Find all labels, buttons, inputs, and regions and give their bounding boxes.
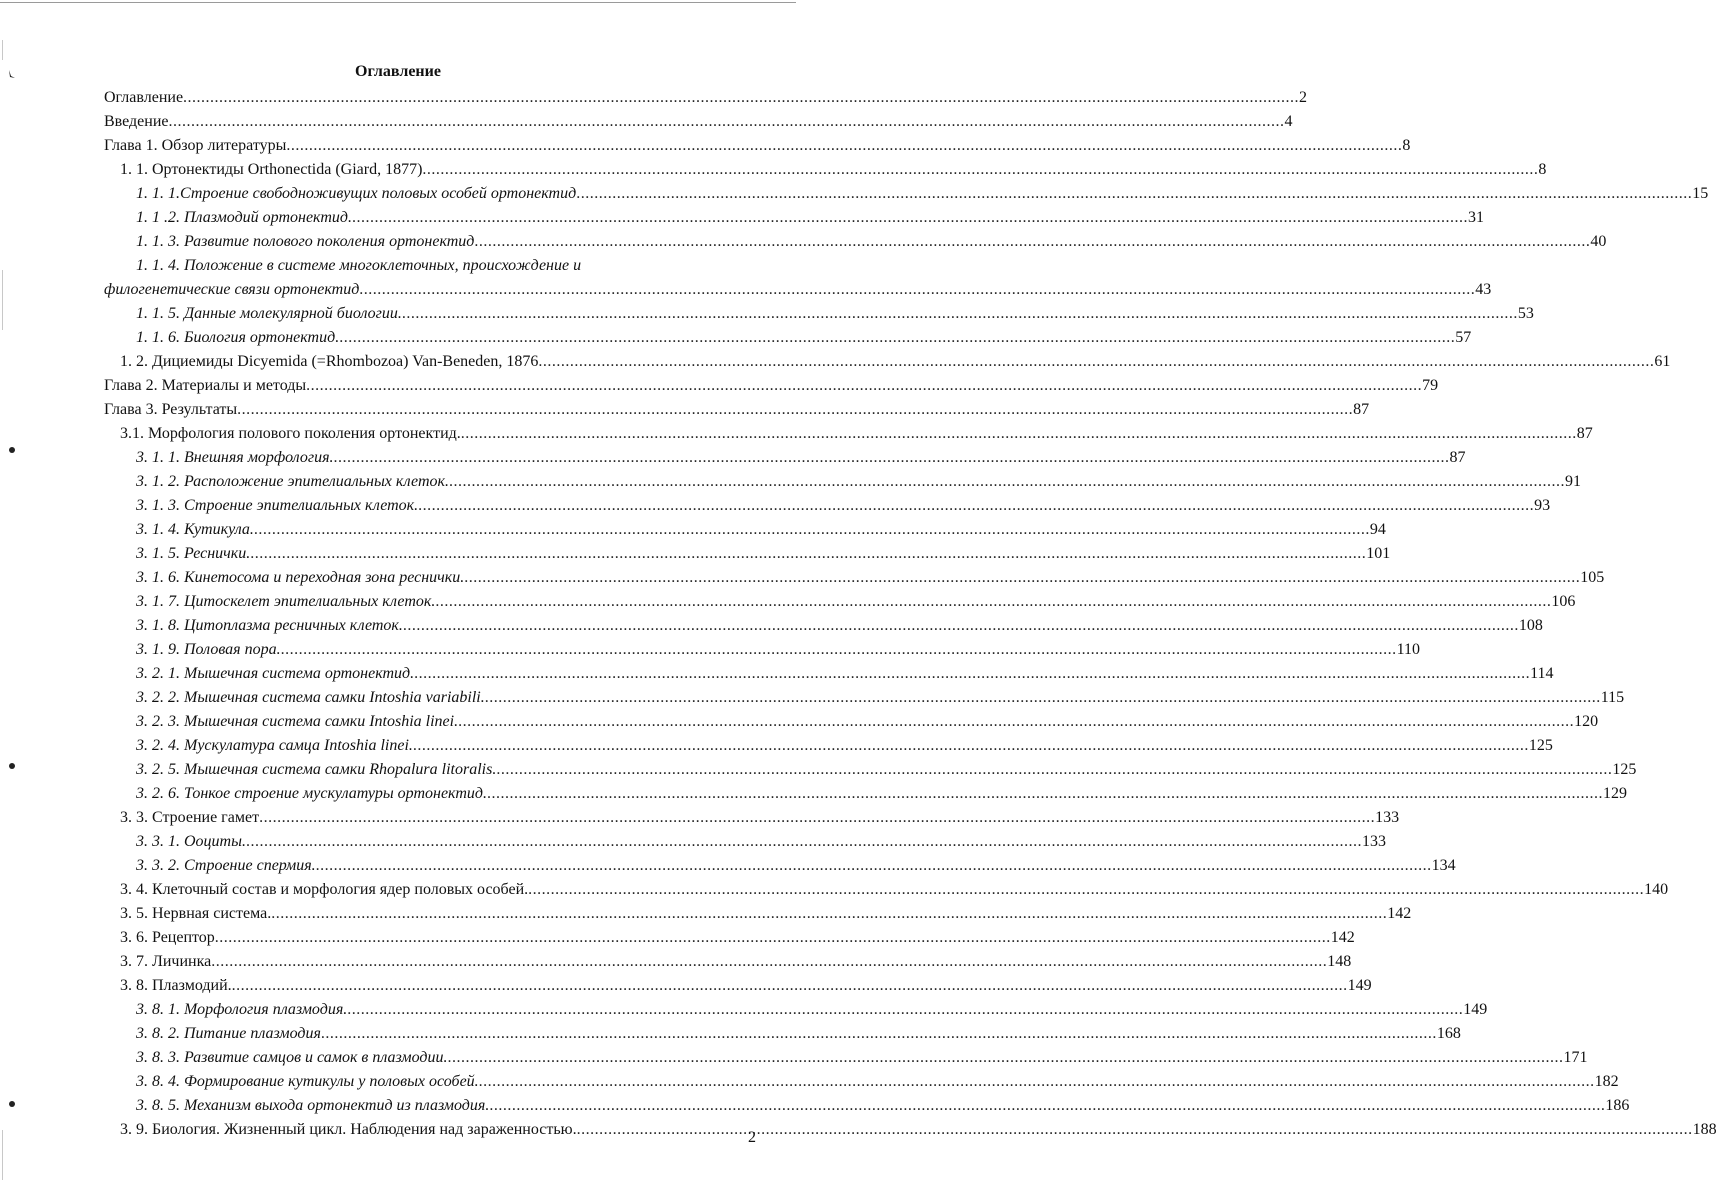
toc-entry[interactable] (136, 1046, 1588, 1070)
leader-dots (577, 1118, 1693, 1142)
toc-entry-page: 8 (1402, 137, 1411, 154)
leader-dots (359, 278, 1475, 302)
toc-entry[interactable] (120, 902, 1412, 926)
toc-entry-label: 1. 2. Дициемиды Dicyemida (=Rhombozoa) Van-Beneden, 1876 (120, 353, 539, 370)
toc-entry-page: 8 (1538, 161, 1547, 178)
leader-dots (250, 542, 1366, 566)
toc-entry-label: Оглавление (104, 89, 184, 106)
toc-entry[interactable] (136, 326, 1472, 350)
toc-entry[interactable] (136, 566, 1605, 590)
scan-speck-icon (8, 446, 16, 454)
toc-entry-label: 3. 7. Личинка (120, 953, 212, 970)
toc-entry-page: 149 (1463, 1001, 1488, 1018)
toc-entry[interactable] (136, 710, 1599, 734)
toc-entry-label-line1: 1. 1. 4. Положение в системе многоклеточных, происхождение и (136, 257, 582, 274)
toc-entry-label: 1. 1. 5. Данные молекулярной биологии. (136, 305, 402, 322)
toc-entry[interactable] (136, 686, 1625, 710)
leader-dots (254, 518, 1370, 542)
toc-entry-label: 3. 2. 4. Мускулатура самца Intoshia linei. (136, 737, 413, 754)
toc-entry-page: 142 (1330, 929, 1355, 946)
leader-dots (352, 206, 1468, 230)
toc-entry-label: 3. 3. Строение гамет (120, 809, 260, 826)
toc-entry-page: 91 (1564, 473, 1581, 490)
toc-entry-page: 133 (1375, 809, 1400, 826)
toc-entry-label: 3. 2. 1. Мышечная система ортонектид. (136, 665, 415, 682)
toc-entry[interactable] (136, 182, 1709, 206)
toc-entry[interactable] (120, 974, 1372, 998)
leader-dots (418, 494, 1534, 518)
toc-entry-label: 3. 1. 4. Кутикула. (136, 521, 254, 538)
leader-dots (211, 950, 1327, 974)
toc-entry-page: 110 (1396, 641, 1421, 658)
top-rule (0, 2, 796, 3)
toc-entry-page: 168 (1436, 1025, 1461, 1042)
leader-dots (403, 614, 1519, 638)
toc-entry-label: 3. 2. 5. Мышечная система самки Rhopalura litoralis. (136, 761, 497, 778)
leader-dots (306, 374, 1422, 398)
toc-entry-page: 43 (1475, 281, 1492, 298)
toc-entry[interactable] (104, 110, 1293, 134)
toc-entry-label: 3. 1. 6. Кинетосома и переходная зона реснички. (136, 569, 465, 586)
toc-entry-page: 87 (1576, 425, 1593, 442)
toc-entry[interactable] (136, 782, 1627, 806)
toc-entry-page: 101 (1366, 545, 1391, 562)
toc-entry-page: 40 (1590, 233, 1607, 250)
leader-dots (321, 1022, 1437, 1046)
toc-entry-label: 3. 1. 2. Расположение эпителиальных клеток. (136, 473, 449, 490)
toc-entry[interactable] (136, 446, 1466, 470)
page-number: 2 (748, 1129, 756, 1146)
leader-dots (576, 182, 1692, 206)
leader-dots (461, 422, 1577, 446)
leader-dots (232, 974, 1348, 998)
toc-entry-page: 186 (1605, 1097, 1630, 1114)
toc-entry-label: 3. 2. 3. Мышечная система самки Intoshia linei. (136, 713, 459, 730)
toc-entry-label: 1. 1. 6. Биология ортонектид. (136, 329, 340, 346)
page-title: Оглавление (355, 63, 441, 80)
toc-entry[interactable] (136, 662, 1554, 686)
toc-entry-page: 94 (1369, 521, 1386, 538)
toc-entry-label: 3. 9. Биология. Жизненный цикл. Наблюдения над зараженностью. (120, 1121, 577, 1138)
toc-entry-label: 1. 1. 3. Развитие полового поколения ортонектид (136, 233, 475, 250)
leader-dots (334, 446, 1450, 470)
toc-entry-label: Глава 3. Результаты (104, 401, 238, 418)
leader-dots (286, 134, 1402, 158)
toc-entry-page: 115 (1600, 689, 1625, 706)
toc-entry[interactable] (136, 470, 1581, 494)
leader-dots (246, 830, 1362, 854)
toc-entry[interactable] (136, 638, 1421, 662)
leader-dots (474, 230, 1590, 254)
toc-entry-label: 3. 3. 1. Ооциты. (136, 833, 246, 850)
scan-speck-icon (8, 1100, 16, 1108)
leader-dots (489, 1094, 1605, 1118)
leader-dots (496, 758, 1612, 782)
toc-entry[interactable] (136, 734, 1553, 758)
leader-dots (422, 158, 1538, 182)
toc-entry[interactable] (136, 1094, 1630, 1118)
toc-entry[interactable] (136, 230, 1607, 254)
toc-entry-label: 3. 1. 8. Цитоплазма ресничных клеток. (136, 617, 403, 634)
toc-entry[interactable] (104, 374, 1439, 398)
toc-entry-label: 3. 1. 1. Внешняя морфология. (136, 449, 334, 466)
toc-entry[interactable] (136, 542, 1391, 566)
toc-entry-label: 3.1. Морфология полового поколения ортонектид. (120, 425, 461, 442)
toc-entry-label: 3. 6. Рецептор (120, 929, 215, 946)
toc-entry-page: 114 (1530, 665, 1554, 682)
toc-entry-page: 4 (1284, 113, 1293, 130)
toc-entry-page: 15 (1692, 185, 1709, 202)
toc-entry[interactable] (136, 998, 1488, 1022)
toc-entry[interactable] (136, 854, 1456, 878)
toc-entry[interactable] (136, 758, 1637, 782)
toc-entry-page: 87 (1353, 401, 1370, 418)
leader-dots (528, 878, 1644, 902)
leader-dots (316, 854, 1432, 878)
leader-dots (538, 350, 1654, 374)
toc-entry-page: 106 (1551, 593, 1576, 610)
toc-entry-page: 2 (1299, 89, 1308, 106)
toc-entry-label: 3. 8. 4. Формирование кутикулы у половых особей. (136, 1073, 479, 1090)
toc-entry-page: 125 (1528, 737, 1553, 754)
toc-entry[interactable] (136, 1022, 1461, 1046)
toc-entry-page: 171 (1563, 1049, 1588, 1066)
toc-entry[interactable] (136, 494, 1551, 518)
toc-entry[interactable] (104, 86, 1308, 110)
toc-entry[interactable] (120, 950, 1352, 974)
toc-entry[interactable] (120, 806, 1400, 830)
toc-entry-page: 129 (1602, 785, 1627, 802)
leader-dots (435, 590, 1551, 614)
toc-entry-label: Глава 1. Обзор литературы (104, 137, 287, 154)
toc-entry-page: 149 (1347, 977, 1372, 994)
toc-entry[interactable] (136, 590, 1576, 614)
toc-entry-page: 120 (1574, 713, 1599, 730)
toc-entry-page: 108 (1518, 617, 1543, 634)
leader-dots (271, 902, 1387, 926)
toc-entry-label: 3. 8. 3. Развитие самцов и самок в плазмодии. (136, 1049, 448, 1066)
toc-entry[interactable] (104, 398, 1370, 422)
leader-dots (281, 638, 1397, 662)
toc-entry-page: 93 (1534, 497, 1551, 514)
leader-dots (414, 662, 1530, 686)
leader-dots (479, 1070, 1595, 1094)
toc-entry[interactable] (136, 518, 1386, 542)
toc-entry[interactable] (104, 134, 1411, 158)
toc-entry-page: 31 (1467, 209, 1484, 226)
toc-entry-label: 1. 1 .2. Плазмодий ортонектид. (136, 209, 352, 226)
leader-dots (487, 782, 1603, 806)
toc-entry-page: 188 (1692, 1121, 1717, 1138)
toc-entry[interactable] (136, 302, 1534, 326)
toc-entry-page: 133 (1361, 833, 1386, 850)
leader-dots (464, 566, 1580, 590)
toc-entry[interactable] (120, 926, 1355, 950)
toc-entry-label: 3. 2. 6. Тонкое строение мускулатуры ортонектид. (136, 785, 487, 802)
scan-margin-line (2, 270, 3, 330)
leader-dots (237, 398, 1353, 422)
leader-dots (259, 806, 1375, 830)
toc-entry-page: 79 (1422, 377, 1439, 394)
toc-entry[interactable] (104, 254, 1492, 302)
toc-entry[interactable] (136, 614, 1543, 638)
toc-entry[interactable] (120, 878, 1669, 902)
toc-entry[interactable] (120, 422, 1593, 446)
leader-dots (447, 1046, 1563, 1070)
toc-entry-page: 125 (1612, 761, 1637, 778)
leader-dots (215, 926, 1331, 950)
toc-entry[interactable] (136, 830, 1386, 854)
toc-entry-label: 3. 3. 2. Строение спермия. (136, 857, 316, 874)
toc-entry-label: 3. 1. 3. Строение эпителиальных клеток. (136, 497, 419, 514)
toc-entry-label: 3. 4. Клеточный состав и морфология ядер половых особей. (120, 881, 529, 898)
leader-dots (183, 86, 1299, 110)
toc-entry-label: 3. 8. 5. Механизм выхода ортонектид из плазмодия. (136, 1097, 490, 1114)
toc-entry[interactable] (120, 1118, 1717, 1142)
toc-entry-page: 182 (1594, 1073, 1619, 1090)
leader-dots (339, 326, 1455, 350)
toc-entry-page: 134 (1431, 857, 1456, 874)
leader-dots (169, 110, 1285, 134)
toc-entry[interactable] (120, 350, 1671, 374)
toc-entry-page: 105 (1580, 569, 1605, 586)
toc-entry-label: 1. 1. Ортонектиды Orthonectida (Giard, 1877) (120, 161, 423, 178)
toc-entry-page: 140 (1644, 881, 1669, 898)
leader-dots (485, 686, 1601, 710)
toc-entry-page: 87 (1449, 449, 1466, 466)
toc-entry-page: 57 (1455, 329, 1472, 346)
toc-entry-page: 142 (1387, 905, 1412, 922)
toc-entry[interactable] (120, 158, 1547, 182)
leader-dots (402, 302, 1518, 326)
toc-entry-label: 1. 1. 1.Строение свободноживущих половых особей ортонектид (136, 185, 577, 202)
toc-entry-label: Введение (104, 113, 169, 130)
toc-entry-label: 3. 1. 9. Половая пора. (136, 641, 281, 658)
toc-entry-label: 3. 8. 1. Морфология плазмодия. (136, 1001, 348, 1018)
toc-entry-label: 3. 5. Нервная система. (120, 905, 272, 922)
scan-margin-line (2, 1130, 3, 1180)
scan-speck-icon (8, 762, 16, 770)
leader-dots (449, 470, 1565, 494)
toc-entry-page: 53 (1517, 305, 1534, 322)
toc-entry-label: 3. 1. 5. Реснички. (136, 545, 251, 562)
scan-margin-line (2, 40, 3, 60)
toc-entry-label: 3. 1. 7. Цитоскелет эпителиальных клеток. (136, 593, 436, 610)
leader-dots (458, 710, 1574, 734)
toc-entry[interactable] (136, 1070, 1619, 1094)
toc-entry-label: филогенетические связи ортонектид (104, 281, 360, 298)
toc-entry-label: 3. 8. Плазмодий. (120, 977, 232, 994)
toc-entry-label: 3. 8. 2. Питание плазмодия (136, 1025, 321, 1042)
leader-dots (347, 998, 1463, 1022)
toc-entry-label: Глава 2. Материалы и методы (104, 377, 307, 394)
toc-entry-page: 148 (1327, 953, 1352, 970)
leader-dots (413, 734, 1529, 758)
toc-entry[interactable] (136, 206, 1484, 230)
toc-entry-label: 3. 2. 2. Мышечная система самки Intoshia variabili. (136, 689, 485, 706)
toc-entry-page: 61 (1654, 353, 1671, 370)
